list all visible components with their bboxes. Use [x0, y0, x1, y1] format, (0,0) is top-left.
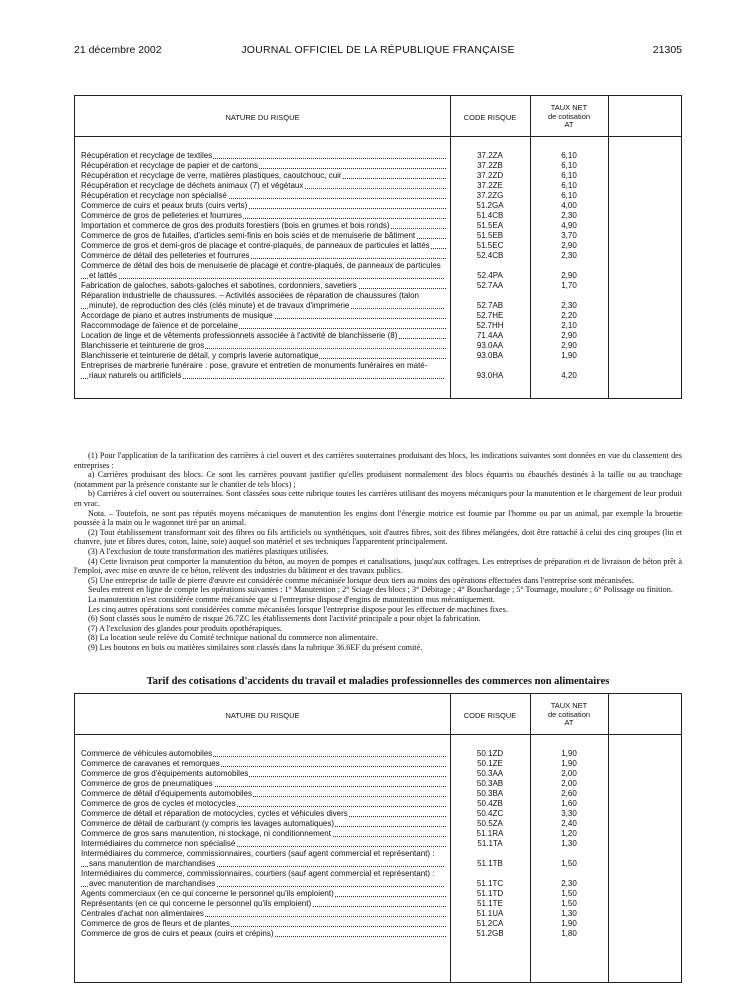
risk-name: [81, 819, 450, 829]
risk-name-line2: et lattés: [89, 271, 118, 280]
risk-name-line1: Réparation industrielle de chaussures. – Activités associées de réparation de chaussures (talon: [81, 291, 419, 300]
risk-code: 51.5EB: [476, 231, 504, 240]
table-row: [81, 759, 681, 769]
footnote: b) Carrières à ciel ouvert ou souterraines. Sont classées sous cette rubrique toutes les carrières utilisant des moyens mécaniques pour la manutention et le chargement de leur produit en vrac.: [74, 489, 682, 508]
table-row: [81, 171, 681, 181]
table-row: [81, 241, 681, 251]
net-rate: 6,10: [561, 191, 577, 200]
net-rate: 3,30: [561, 809, 577, 818]
risk-code: 37.2ZG: [476, 191, 504, 200]
risk-code: 52.7AB: [476, 301, 504, 310]
risk-name-text: Récupération et recyclage de verre, matières plastiques, caoutchouc, cuir: [81, 171, 342, 180]
footnote: Les cinq autres opérations sont considérées comme mécanisées lorsque l'entreprise dispose pour les effectuer de machines fixes.: [88, 604, 508, 614]
table-row: [81, 909, 681, 919]
column-header-code: CODE RISQUE: [463, 113, 517, 122]
risk-code: 52.4PA: [477, 271, 503, 280]
risk-name: [81, 151, 450, 161]
risk-name: [81, 161, 450, 171]
net-rate: 1,30: [561, 909, 577, 918]
risk-name: [81, 201, 450, 211]
risk-code: 50.4ZB: [477, 799, 503, 808]
risk-name-text: Commerce de caravanes et remorques: [81, 759, 220, 768]
table-row: [81, 829, 681, 839]
risk-code: 37.2ZD: [476, 171, 504, 180]
risk-name: [81, 351, 450, 361]
net-rate: 3,70: [561, 231, 577, 240]
net-rate: 1,90: [561, 351, 577, 360]
table-row: [81, 211, 681, 221]
table-row: [81, 789, 681, 799]
publication-date: 21 décembre 2002: [74, 44, 162, 56]
risk-name-text: Location de linge et de vêtements professionnels associée à l'activité de blanchisserie (8): [81, 331, 398, 340]
risk-name-text: Blanchisserie et teinturerie de gros: [81, 341, 205, 350]
risk-code: 51.2GB: [476, 929, 504, 938]
table-row: [81, 839, 681, 849]
risk-name-text: Commerce de gros de fleurs et de plantes: [81, 919, 230, 928]
risk-code: 51.1TE: [477, 899, 503, 908]
risk-name-line2: avec manutention de marchandises: [89, 879, 216, 888]
risk-name: [81, 321, 450, 331]
net-rate: 2,90: [561, 331, 577, 340]
risk-code: 51.5EA: [476, 221, 504, 230]
net-rate: 2,90: [561, 241, 577, 250]
table-row: [81, 291, 681, 311]
table-row: [81, 809, 681, 819]
risk-name-text: Récupération et recyclage non spécialisé: [81, 191, 227, 200]
net-rate: 2,10: [561, 321, 577, 330]
risk-code: 50.5ZA: [477, 819, 503, 828]
risk-code: 51.5EC: [476, 241, 504, 250]
table-row: [81, 221, 681, 231]
table-row: [81, 819, 681, 829]
net-rate: 4,90: [561, 221, 577, 230]
risk-name: [81, 889, 450, 899]
table-row: [81, 769, 681, 779]
risk-name: [81, 331, 450, 341]
risk-name: [81, 849, 450, 869]
risk-name-text: Centrales d'achat non alimentaires: [81, 909, 204, 918]
risk-code: 50.3AB: [476, 779, 504, 788]
risk-name-text: Fabrication de galoches, sabots-galoches et sabotines, cordonniers, savetiers: [81, 281, 357, 290]
net-rate: 4,20: [561, 371, 577, 380]
table-row: [81, 929, 681, 939]
net-rate: 6,10: [561, 181, 577, 190]
net-rate: 1,50: [561, 899, 577, 908]
net-rate: 2,90: [561, 271, 577, 280]
page-number: 21305: [652, 44, 682, 56]
risk-name-text: Commerce de gros sans manutention, ni stockage, ni conditionnement: [81, 829, 331, 838]
table-row: [81, 899, 681, 909]
risk-name-text: Commerce de gros de pelleteries et fourrures: [81, 211, 242, 220]
footnote: (8) La location seule relève du Comité technique national du commerce non alimentaire.: [88, 633, 378, 643]
risk-code: 52.7HE: [476, 311, 504, 320]
risk-name-text: Raccommodage de faïence et de porcelaine: [81, 321, 238, 330]
risk-name: [81, 191, 450, 201]
net-rate: 2,30: [561, 301, 577, 310]
risk-name-text: Récupération et recyclage de papier et de cartons: [81, 161, 258, 170]
rate-table-1: [74, 95, 682, 399]
footnote: (1) Pour l'application de la tarification des carrières à ciel ouvert et des carrières souterraines produisant des blocs, les indications suivantes sont données en vue du classement des entreprises :: [74, 451, 682, 470]
risk-code: 50.4ZC: [476, 809, 504, 818]
risk-name: [81, 231, 450, 241]
risk-code: 50.1ZE: [477, 759, 503, 768]
net-rate: 4,00: [561, 201, 577, 210]
risk-name: [81, 171, 450, 181]
risk-name-text: Récupération et recyclage de déchets animaux (7) et végétaux: [81, 181, 304, 190]
net-rate: 2,00: [561, 779, 577, 788]
risk-name: [81, 361, 450, 381]
risk-name-text: Intermédiaires du commerce non spécialisé: [81, 839, 236, 848]
table-row: [81, 321, 681, 331]
risk-name-text: Accordage de piano et autres instruments de musique: [81, 311, 273, 320]
risk-code: 51.2CA: [476, 919, 504, 928]
risk-code: 37.2ZE: [477, 181, 503, 190]
table-row: [81, 191, 681, 201]
table-row: [81, 151, 681, 161]
risk-name-text: Commerce de détail et réparation de motocycles, cycles et véhicules divers: [81, 809, 348, 818]
risk-name: [81, 869, 450, 889]
risk-code: 93.0AA: [476, 341, 504, 350]
net-rate: 2,20: [561, 311, 577, 320]
table-row: [81, 311, 681, 321]
risk-name: [81, 809, 450, 819]
footnote: La manutention n'est considérée comme mécanisée que si l'entreprise dispose d'engins de manutention mus mécaniquement.: [88, 594, 496, 604]
table-row: [81, 181, 681, 191]
net-rate: 1,30: [561, 839, 577, 848]
net-rate: 1,90: [561, 919, 577, 928]
footnote: (5) Une entreprise de taille de pierre d'œuvre est considérée comme mécanisée lorsque deux tiers au moins des opérations effectuées dans l'entreprise sont mécanisées.: [88, 575, 634, 585]
table-row: [81, 231, 681, 241]
risk-code: 52.4CB: [476, 251, 504, 260]
table-row: [81, 261, 681, 281]
footnote: (7) A l'exclusion des glandes pour produits opothérapiques.: [88, 623, 282, 633]
footnote: Nota. – Toutefois, ne sont pas réputés moyens mécaniques de manutention les engins dont l'énergie motrice est fournie par l'homme ou par un animal, par exemple la brouette poussée à la main ou le wagonnet tiré par un animal.: [74, 508, 682, 528]
footnote: (9) Les boutons en bois ou matières similaires sont classés dans la rubrique 36.6EF du présent comité.: [88, 642, 423, 652]
footnote: a) Carrières produisant des blocs. Ce sont les carrières pouvant justifier qu'elles produisent normalement des blocs équarris ou ébauchés destinés à la taille ou au tranchage (notamment par la présence constante sur le chantier de tels blocs) ;: [74, 470, 682, 489]
risk-name: [81, 799, 450, 809]
risk-code: 51.2GA: [476, 201, 504, 210]
table-body: [81, 151, 681, 381]
column-header-code: CODE RISQUE: [463, 711, 517, 720]
journal-title: JOURNAL OFFICIEL DE LA RÉPUBLIQUE FRANÇAISE: [241, 44, 515, 56]
risk-code: 50.3BA: [476, 789, 504, 798]
risk-code: 52.7HH: [476, 321, 504, 330]
table-body: [81, 749, 681, 939]
risk-name: [81, 839, 450, 849]
risk-code: 37.2ZA: [477, 151, 503, 160]
risk-name-text: Commerce de gros de futailles, d'articles semi-finis en bois sciés et de menuiserie de bâtiment: [81, 231, 416, 240]
column-header-nature: NATURE DU RISQUE: [225, 113, 300, 122]
risk-code: 51.1TB: [477, 859, 503, 868]
risk-code: 50.1ZD: [476, 749, 504, 758]
risk-name-text: Blanchisserie et teinturerie de détail, y compris laverie automatique: [81, 351, 319, 360]
net-rate: 1,50: [561, 889, 577, 898]
net-rate: 1,70: [561, 281, 577, 290]
table-row: [81, 341, 681, 351]
risk-name-line2: riaux naturels ou artificiels: [89, 371, 182, 380]
net-rate: 6,10: [561, 171, 577, 180]
risk-name: [81, 919, 450, 929]
net-rate: 1,20: [561, 829, 577, 838]
risk-code: 37.2ZB: [477, 161, 503, 170]
net-rate: 2,30: [561, 879, 577, 888]
risk-name-line2: minute), de reproduction des clés (clés minute) et de travaux d'imprimerie: [89, 301, 350, 310]
risk-name-line1: Commerce de détail des bois de menuiserie de placage et contre-plaqués, de panneaux de particules: [81, 261, 441, 270]
risk-name: [81, 789, 450, 799]
risk-name: [81, 251, 450, 261]
column-header-rate: TAUX NET de cotisation AT: [547, 103, 591, 129]
risk-name-text: Commerce de détail d'équipements automobiles: [81, 789, 252, 798]
risk-name-text: Commerce de gros de cycles et motocycles: [81, 799, 236, 808]
risk-name-text: Commerce de détail des pelleteries et fourrures: [81, 251, 250, 260]
page-header: [74, 44, 682, 58]
table-row: [81, 331, 681, 341]
footnote: (2) Tout établissement transformant soit des fibres ou fils artificiels ou synthétiques, soit d'autres fibres, soit des fibres mélangées, doit être rattaché à celui des cinq groupes (lin et chanvre, jute et fibres dures, coton, laine, soie) auquel son matériel et ses techniques l'apparentent principalement.: [74, 527, 682, 547]
risk-name-line1: Intermédiaires du commerce, commissionnaires, courtiers (sauf agent commercial et représentant) :: [81, 849, 435, 858]
footnote: (4) Cette livraison peut comporter la manutention du béton, au moyen de pompes et canalisations, jusqu'aux coffrages. Les entreprises de préparation et de livraison de béton prêt à l'emploi, avec mise en œuvre de ce béton, relèvent des industries du bâtiment et des travaux publics.: [74, 556, 682, 576]
risk-name: [81, 909, 450, 919]
risk-name-text: Commerce de cuirs et peaux bruts (cuirs verts): [81, 201, 248, 210]
risk-name-text: Commerce de gros de cuirs et peaux (cuirs et crépins): [81, 929, 274, 938]
net-rate: 2,30: [561, 251, 577, 260]
risk-name: [81, 261, 450, 281]
column-header-nature: NATURE DU RISQUE: [225, 711, 300, 720]
net-rate: 6,10: [561, 151, 577, 160]
risk-code: 51.1TC: [476, 879, 504, 888]
table-row: [81, 849, 681, 869]
risk-code: 52.7AA: [476, 281, 504, 290]
risk-code: 51.1TA: [477, 839, 503, 848]
table-row: [81, 889, 681, 899]
risk-code: 93.0BA: [476, 351, 504, 360]
risk-name: [81, 281, 450, 291]
risk-name: [81, 779, 450, 789]
risk-code: 51.1TD: [476, 889, 504, 898]
risk-name: [81, 759, 450, 769]
net-rate: 1,90: [561, 749, 577, 758]
footnote: (3) A l'exclusion de toute transformation des matières plastiques utilisées.: [88, 546, 329, 556]
rate-table-2: [74, 693, 682, 983]
net-rate: 2,30: [561, 211, 577, 220]
table-row: [81, 361, 681, 381]
risk-code: 51.1UA: [476, 909, 504, 918]
risk-name: [81, 769, 450, 779]
risk-name-text: Représentants (en ce qui concerne le personnel qu'ils emploient): [81, 899, 312, 908]
table-row: [81, 251, 681, 261]
risk-name-text: Importation et commerce de gros des produits forestiers (bois en grumes et bois ronds): [81, 221, 390, 230]
risk-code: 93.0HA: [476, 371, 504, 380]
risk-name: [81, 181, 450, 191]
column-header-rate: TAUX NET de cotisation AT: [547, 701, 591, 727]
risk-name-text: Commerce de détail de carburant (y compris les lavages automatiques): [81, 819, 335, 828]
net-rate: 2,00: [561, 769, 577, 778]
net-rate: 1,80: [561, 929, 577, 938]
net-rate: 1,90: [561, 759, 577, 768]
footnotes: [74, 451, 682, 652]
risk-name: [81, 221, 450, 231]
risk-name-line1: Intermédiaires du commerce, commissionnaires, courtiers (sauf agent commercial et représentant) :: [81, 869, 435, 878]
risk-name-text: Commerce de gros de pneumatiques: [81, 779, 213, 788]
risk-code: 51.1RA: [476, 829, 504, 838]
risk-name-line2: sans manutention de marchandises: [89, 859, 216, 868]
table-row: [81, 869, 681, 889]
net-rate: 1,50: [561, 859, 577, 868]
risk-name: [81, 341, 450, 351]
risk-name-line1: Entreprises de marbrerie funéraire : pose, gravure et entretien de monuments funéraires en maté-: [81, 361, 428, 370]
table-row: [81, 779, 681, 789]
net-rate: 2,60: [561, 789, 577, 798]
table-row: [81, 201, 681, 211]
risk-code: 71.4AA: [476, 331, 504, 340]
risk-name-text: Commerce de gros et demi-gros de placage et contre-plaqués, de panneaux de particules et lattés: [81, 241, 430, 250]
section-title: Tarif des cotisations d'accidents du travail et maladies professionnelles des commerces non alimentaires: [146, 676, 610, 687]
net-rate: 2,90: [561, 341, 577, 350]
risk-name: [81, 211, 450, 221]
risk-name: [81, 291, 450, 311]
footnote: Seules entrent en ligne de compte les opérations suivantes : 1° Manutention ; 2° Sciage des blocs ; 3° Débitage ; 4° Bouchardage ; 5° Tournage, moulure ; 6° Polissage ou finition.: [88, 585, 673, 595]
net-rate: 1,60: [561, 799, 577, 808]
table-row: [81, 799, 681, 809]
net-rate: 6,10: [561, 161, 577, 170]
risk-name-text: Commerce de gros d'équipements automobiles: [81, 769, 249, 778]
table-row: [81, 919, 681, 929]
risk-name-text: Commerce de véhicules automobiles: [81, 749, 213, 758]
table-row: [81, 161, 681, 171]
risk-name-text: Récupération et recyclage de textiles: [81, 151, 213, 160]
table-row: [81, 351, 681, 361]
risk-name-text: Agents commerciaux (en ce qui concerne le personnel qu'ils emploient): [81, 889, 334, 898]
risk-name: [81, 899, 450, 909]
footnote: (6) Sont classés sous le numéro de risque 26.7ZC les établissements dont l'activité principale a pour objet la fabrication.: [88, 614, 481, 624]
risk-name: [81, 311, 450, 321]
table-row: [81, 749, 681, 759]
risk-name: [81, 829, 450, 839]
net-rate: 2,40: [561, 819, 577, 828]
risk-name: [81, 749, 450, 759]
risk-code: 51.4CB: [476, 211, 504, 220]
risk-code: 50.3AA: [476, 769, 504, 778]
risk-name: [81, 929, 450, 939]
table-row: [81, 281, 681, 291]
risk-name: [81, 241, 450, 251]
